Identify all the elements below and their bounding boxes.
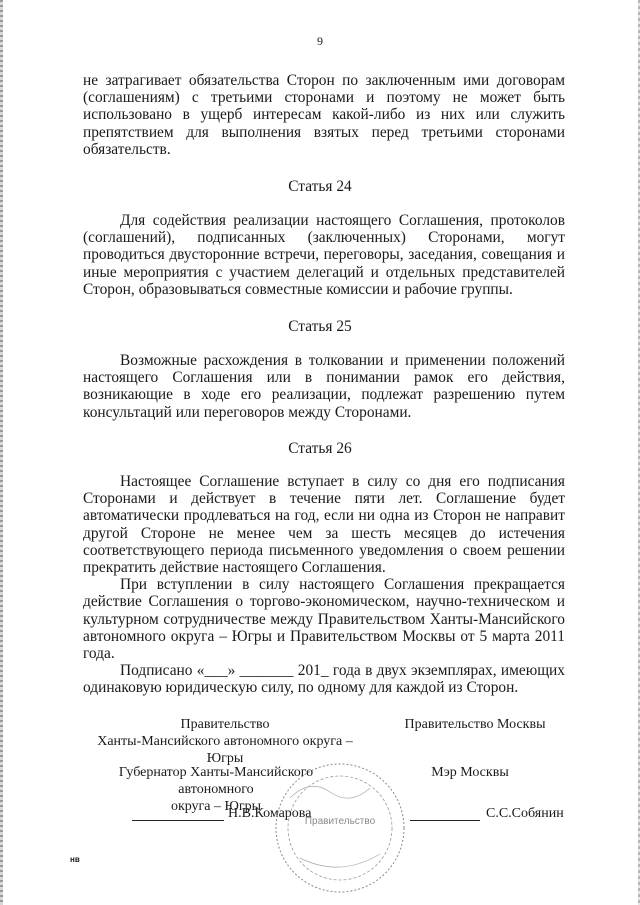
left-title-line2: округа – Югры [170,799,262,814]
article-25-heading: Статья 25 [288,318,352,335]
article-26-paragraph-1: Настоящее Соглашение вступает в силу со дня его подписания Сторонами и действует в течение пяти лет. Соглашение будет автоматически продлеваться на год, если ни одна из Сторон не направит другой Стороне не менее чем за шесть месяцев до истечения соответствующего периода письменного уведомления о своем решении прекратить действие настоящего Соглашения. [83,473,565,577]
article-26-paragraph-3: Подписано «___» _______ 201_ года в двух экземплярах, имеющих одинаковую юридическую силу, по одному для каждой из Сторон. [83,662,565,697]
article-26-heading: Статья 26 [288,440,352,457]
right-signatory-title: Мэр Москвы [431,765,509,780]
article-24-paragraph: Для содействия реализации настоящего Соглашения, протоколов (соглашений), подписанных (заключенных) Сторонами, могут проводиться двусторонние встречи, переговоры, заседания, совещания и иные мероприятия с участием делегаций и отдельных представителей Сторон, образовываться совместные комиссии и рабочие группы. [83,212,565,298]
right-signatory-name: С.С.Собянин [486,806,564,821]
official-seal-stamp [270,758,410,898]
article-24-heading: Статья 24 [288,178,352,195]
document-initials: нв [70,855,80,864]
article-25-body [83,352,565,421]
stamp-text: Правительство [304,816,376,827]
left-signature-line [132,820,224,821]
article-24-body [83,212,565,298]
article-26-paragraph-2: При вступлении в силу настоящего Соглашения прекращается действие Соглашения о торгово-экономическом, научно-техническом и культурном сотрудничестве между Правительством Ханты-Мансийского автономного округа – Югры и Правительством Москвы от 5 марта 2011 года. [83,576,565,663]
intro-paragraph: не затрагивает обязательства Сторон по заключенным ими договорам (соглашениям) с третьими сторонами и поэтому не может быть использовано в ущерб интересам какой-либо из них или служить препятствием для выполнения взятых перед третьими сторонами обязательств. [83,72,565,158]
article-25-paragraph: Возможные расхождения в толковании и применении положений настоящего Соглашения или в понимании рамок его действия, возникающие в ходе его реализации, подлежат разрешению путем консультаций или переговоров между Сторонами. [83,352,565,421]
left-title-line1: Губернатор Ханты-Мансийского автономного [118,765,314,797]
article-26-body [83,473,565,697]
left-org-line1: Правительство [180,717,270,732]
left-signatory-name: Н.В.Комарова [228,806,312,821]
right-signature-line [410,820,480,821]
right-signatory-org: Правительство Москвы [404,717,546,732]
page-number: 9 [317,34,323,48]
left-org-line2: Ханты-Мансийского автономного округа – Югры [97,734,353,766]
intro-paragraph-block [83,72,565,158]
